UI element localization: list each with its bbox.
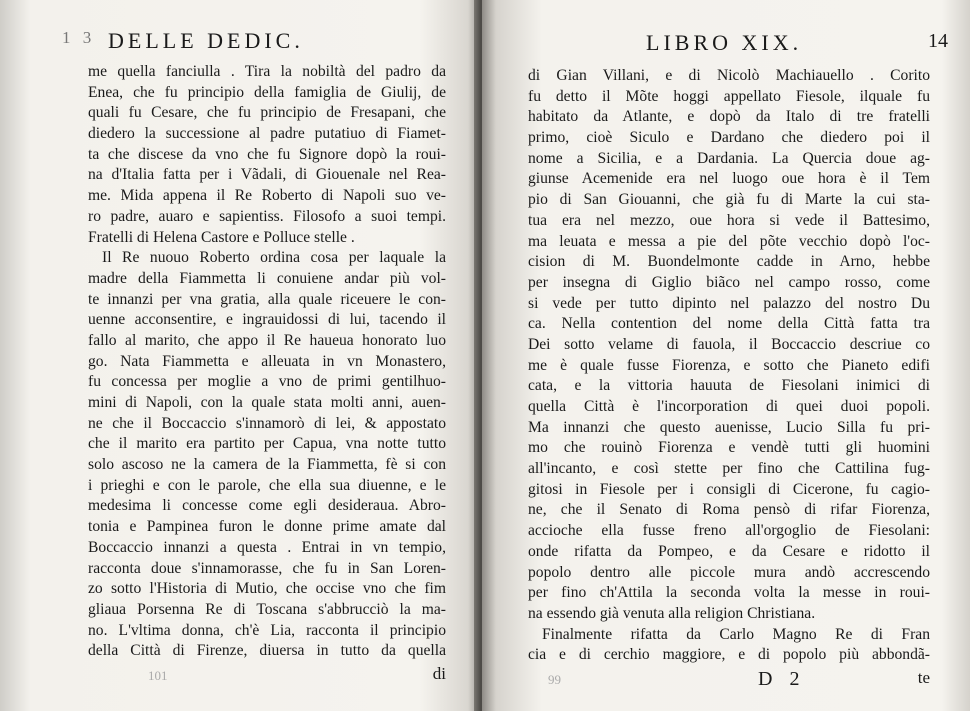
left-text-block bbox=[88, 62, 446, 662]
text-line: Ma innanzi che questo auenisse, Lucio Silla fu pri- bbox=[528, 418, 930, 436]
text-line: no. L'vltima donna, ch'è Lia, racconta il principio bbox=[88, 621, 446, 639]
text-line: go. Nata Fiammetta e alleuata in vn Monastero, bbox=[88, 352, 446, 370]
left-folio: 1 3 bbox=[62, 28, 96, 47]
text-line: popolo dentro alle piccole mura andò accrescendo bbox=[528, 563, 930, 581]
text-line: uenne acconsentire, e ingrauidossi di lui, tacendo il bbox=[88, 311, 446, 329]
text-line: accioche ella fusse freno all'orgoglio de Fiesolani: bbox=[528, 522, 930, 540]
text-line: mo che rouinò Fiorenza e vendè tutti gli huomini bbox=[528, 439, 930, 457]
text-line: Enea, che fu principio della famiglia de Giulij, de bbox=[88, 83, 446, 101]
left-running-head: DELLE DEDIC. bbox=[108, 28, 304, 53]
text-line: Il Re nuouo Roberto ordina cosa per laquale la bbox=[102, 249, 446, 267]
text-line: di Gian Villani, e di Nicolò Machiauello . Corito bbox=[528, 67, 930, 84]
text-line: mini di Napoli, con la quale stata molti anni, auen- bbox=[88, 394, 446, 411]
text-line: quali fu Cesare, che fu principio de Fresapani, che bbox=[88, 104, 446, 122]
text-line: che il marito era partito per Capua, vna notte tutto bbox=[88, 435, 446, 453]
left-header bbox=[62, 28, 446, 56]
text-line: Boccaccio innanzi a questa . Entrai in vn tempio, bbox=[88, 538, 446, 556]
text-line: fallo al marito, che appo il Re haueua honorato luo bbox=[88, 331, 446, 349]
right-header bbox=[528, 30, 948, 58]
text-line: si vede per tutto dipinto nel palazzo del nostro Du bbox=[528, 294, 930, 312]
text-line: all'incanto, e così stette per fino che Cattilina fug- bbox=[528, 460, 930, 478]
text-line: madre della Fiammetta li conuiene andar più vol- bbox=[88, 269, 446, 287]
text-line: fu concessa per moglie a vno de primi gentilhuo- bbox=[88, 373, 446, 391]
text-line: na essendo già venuta alla religion Christiana. bbox=[528, 604, 816, 622]
text-line: nome a Sicilia, e a Dardania. La Quercia doue ag- bbox=[528, 149, 930, 167]
text-line: quella Città è l'incorporation di quei duoi popoli. bbox=[528, 398, 930, 415]
text-line: me. Mida appena il Re Roberto di Napoli suo ve- bbox=[88, 187, 446, 205]
text-line: gliaua Porsenna Re di Toscana s'abbrucciò la ma- bbox=[88, 600, 446, 618]
text-line: i prieghi e con le parole, che ella sua diuenne, e le bbox=[88, 476, 446, 494]
text-line: fu detto il Mõte hoggi appellato Fiesole, ilquale fu bbox=[528, 87, 930, 105]
right-catchword: te bbox=[917, 667, 930, 687]
text-line: ro padre, auaro e sapientiss. Filosofo a suoi tempi. bbox=[88, 207, 446, 225]
text-line: me è quale fusse Fiorenza, e sotto che Pianeto edifi bbox=[528, 356, 930, 374]
text-line: racconta doue s'innamorasse, che fu in San Loren- bbox=[88, 559, 446, 577]
text-line: tonia e Pampinea furon le donne prime amate dal bbox=[88, 518, 446, 536]
right-running-head: LIBRO XIX. bbox=[646, 30, 803, 55]
text-line: pio di San Giouanni, che già fu di Marte la cui sta- bbox=[528, 191, 930, 209]
text-line: ne che il Boccaccio s'innamorò di lei, & appostato bbox=[88, 414, 446, 432]
text-line: habitato da Atlante, e dopò da Italo di tre fratelli bbox=[528, 108, 930, 126]
text-line: ca. Nella contention del nome della Città fatta tra bbox=[528, 315, 930, 333]
text-line: tua era nel mezzo, oue hora si vede il Battesimo, bbox=[528, 211, 930, 229]
text-line: Fratelli di Helena Castore e Polluce stelle . bbox=[88, 228, 355, 246]
text-line: solo ascoso ne la camera de la Fiammetta, fè si con bbox=[88, 456, 446, 474]
text-line: na d'Italia fatta per i Vãdali, di Giouenale nel Rea- bbox=[88, 166, 446, 184]
text-line: ne, che il Senato di Roma pensò di rifar Fiorenza, bbox=[528, 501, 930, 519]
right-page bbox=[482, 0, 970, 711]
right-folio: 14 bbox=[928, 30, 948, 52]
text-line: medesima li concesse come egli desideraua. Abro- bbox=[88, 497, 446, 515]
text-line: te innanzi per vna gratia, alla quale riceuere le con- bbox=[88, 290, 446, 308]
text-line: per fino ch'Attila la seconda volta la messe in roui- bbox=[528, 584, 930, 602]
text-line: zo sotto l'Historia di Mutio, che occise vno che fim bbox=[88, 580, 446, 598]
text-line: Finalmente rifatta da Carlo Magno Re di Fran bbox=[542, 625, 930, 643]
right-signature-mark: 99 bbox=[548, 671, 561, 687]
text-line: Dei sotto velame di fauola, il Boccaccio descriue co bbox=[528, 335, 930, 353]
text-line: diedero la successione al padre putatiuo di Fiamet- bbox=[88, 125, 446, 143]
text-line: giunse Acemenide era nel luogo oue hora è il Tem bbox=[528, 170, 930, 188]
left-footer bbox=[88, 664, 446, 688]
text-line: della Città di Firenze, diuersa in tutto da quella bbox=[88, 642, 446, 660]
right-footer bbox=[528, 668, 930, 692]
text-line: per insegna di Giglio biãco nel campo rosso, come bbox=[528, 273, 930, 291]
text-line: primo, cioè Siculo e Dardano che diedero poi il bbox=[528, 129, 930, 147]
text-line: ta che discese da vno che fu Signore dopò la roui- bbox=[88, 145, 446, 163]
text-line: me quella fanciulla . Tira la nobiltà del padro da bbox=[88, 63, 446, 80]
left-catchword: di bbox=[432, 663, 446, 683]
text-line: gitosi in Fiesole per i consigli di Cicerone, fu cagio- bbox=[528, 480, 930, 498]
right-sheet-mark: D 2 bbox=[758, 667, 806, 690]
text-line: cata, e la vittoria hauuta de Fiesolani inimici di bbox=[528, 377, 930, 395]
text-line: cision di M. Buondelmonte cadde in Arno, hebbe bbox=[528, 253, 930, 271]
left-signature-mark: 101 bbox=[148, 667, 168, 683]
right-text-block bbox=[528, 66, 930, 666]
text-line: ma leuata e messa a pie del põte vecchio dopò l'oc- bbox=[528, 232, 930, 250]
text-line: cia e di cerchio maggiore, e di popolo più abbondã- bbox=[528, 646, 930, 664]
text-line: onde rifatta da Pompeo, e da Cesare e ridotto il bbox=[528, 542, 930, 560]
left-page bbox=[0, 0, 480, 711]
